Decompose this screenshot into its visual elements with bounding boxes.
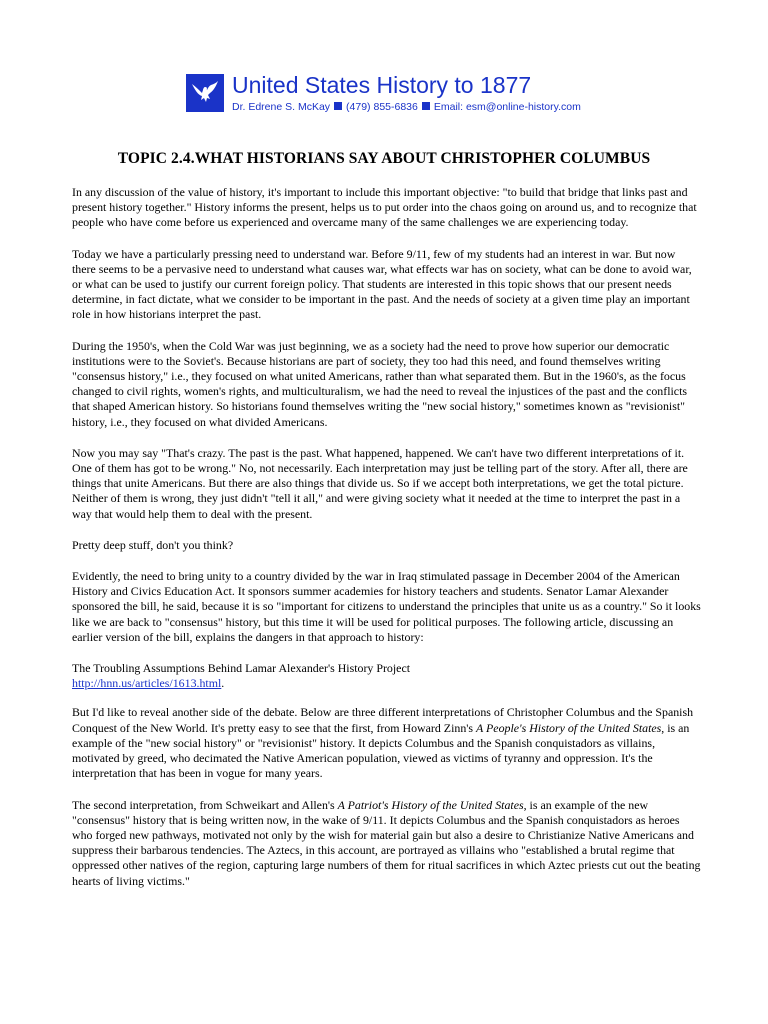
separator-square-icon [422,102,430,110]
author-name: Dr. Edrene S. McKay [232,101,331,113]
paragraph: Evidently, the need to bring unity to a country divided by the war in Iraq stimulated passage in December 2004 of the American History and Civics Education Act. It sponsors summer academies for history teachers and students. Senator Lamar Alexander sponsored the bill, he said, because it is so "important for citizens to understand the principles that unite us as a country." So it looks like we are back to "consensus" history, but this time it will be used for political purposes. The following article, discussing an earlier version of the bill, explains the dangers in that approach to history: [72,569,701,644]
contact-line [232,101,581,114]
page-title: TOPIC 2.4.WHAT HISTORIANS SAY ABOUT CHRISTOPHER COLUMBUS [117,150,651,167]
site-logo[interactable] [186,74,224,112]
article-link[interactable]: http://hnn.us/articles/1613.html [72,676,222,691]
paragraph: In any discussion of the value of history, it's important to include this important objective: "to build that bridge that links past and present history together." History informs the present, helps us to put order into the chaos going on around us, and to recognize that people who have come before us experienced and overcame many of the same challenges we are experiencing today. [72,185,697,230]
paragraph [72,798,702,889]
paragraph-text: , is an example of the new "consensus" history that is being written now, in the wake of 9/11. It depicts Columbus and the Spanish conquistadors as heroes who forged new pathways, motivated not only by the wish for material gain but also a desire to Christianize Native Americans and suppress their barbarous tendencies. The Aztecs, in this account, are portrayed as villains who "established a brutal regime that oppressed other natives of the region, capturing large numbers of them for ritual sacrifices in which Aztec priests cut out the beating hearts of living victims." [72,797,701,888]
book-title: A People's History of the United States [476,720,662,735]
eagle-icon [190,78,220,108]
separator-square-icon [334,102,342,110]
article-reference [72,661,702,691]
paragraph [72,705,702,781]
paragraph: Now you may say "That's crazy. The past is the past. What happened, happened. We can't have two different interpretations of it. One of them has got to be wrong." No, not necessarily. Each interpretation may just be telling part of the story. After all, there are things that unite Americans. But there are also things that divide us. So if we accept both interpretations, we get the total picture. Neither of them is wrong, they just didn't "tell it all," and were giving society what it needed at the time to interpret the past in a way that would help them to deal with the present. [72,445,688,521]
paragraph-text: But I'd like to reveal another side of the debate. Below are three different interpretations of Christopher Columbus and the Spanish Conquest of the New World. It's pretty easy to see that the first, from Howard Zinn's [72,705,694,735]
link-period: . [221,676,225,691]
email-address[interactable]: Email: esm@online-history.com [433,101,581,113]
book-title: A Patriot's History of the United States [337,797,524,812]
paragraph: During the 1950's, when the Cold War was just beginning, we as a society had the need to prove how superior our democratic institutions were to the Soviet's. Because historians are part of society, they too had this need, and found themselves writing "consensus history," i.e., they focused on what united Americans, rather than what separated them. But in the 1960's, as the focus changed to civil rights, women's rights, and multiculturalism, we had the need to reveal the injustices of the past and the conflicts that shaped American history. So historians found themselves writing the "new social history," sometimes known as "revisionist" history, i.e., they focused on what divided Americans. [72,338,688,429]
paragraph-text: The second interpretation, from Schweikart and Allen's [72,797,338,812]
article-body [72,185,702,905]
paragraph-text: , is an example of the "new social history" or "revisionist" history. It depicts Columbus and the Spanish conquistadors as villains, motivated by greed, who decimated the Native American population, viewed as victims of tyranny and oppression. It's the interpretation that has been in vogue for many years. [72,720,690,781]
phone-number: (479) 855-6836 [346,101,418,113]
paragraph: Pretty deep stuff, don't you think? [72,537,234,552]
article-title: The Troubling Assumptions Behind Lamar Alexander's History Project [72,661,411,676]
paragraph: Today we have a particularly pressing need to understand war. Before 9/11, few of my students had an interest in war. But now there seems to be a pervasive need to understand what causes war, what effects war has on society, what can be done to avoid war, or what can be used to justify our current foreign policy. That students are interested in this topic shows that our present needs determine, in fact dictate, what we consider to be important in the past. And the needs of society at a given time play an important role in how historians interpret the past. [72,246,692,322]
site-title[interactable]: United States History to 1877 [232,72,532,98]
